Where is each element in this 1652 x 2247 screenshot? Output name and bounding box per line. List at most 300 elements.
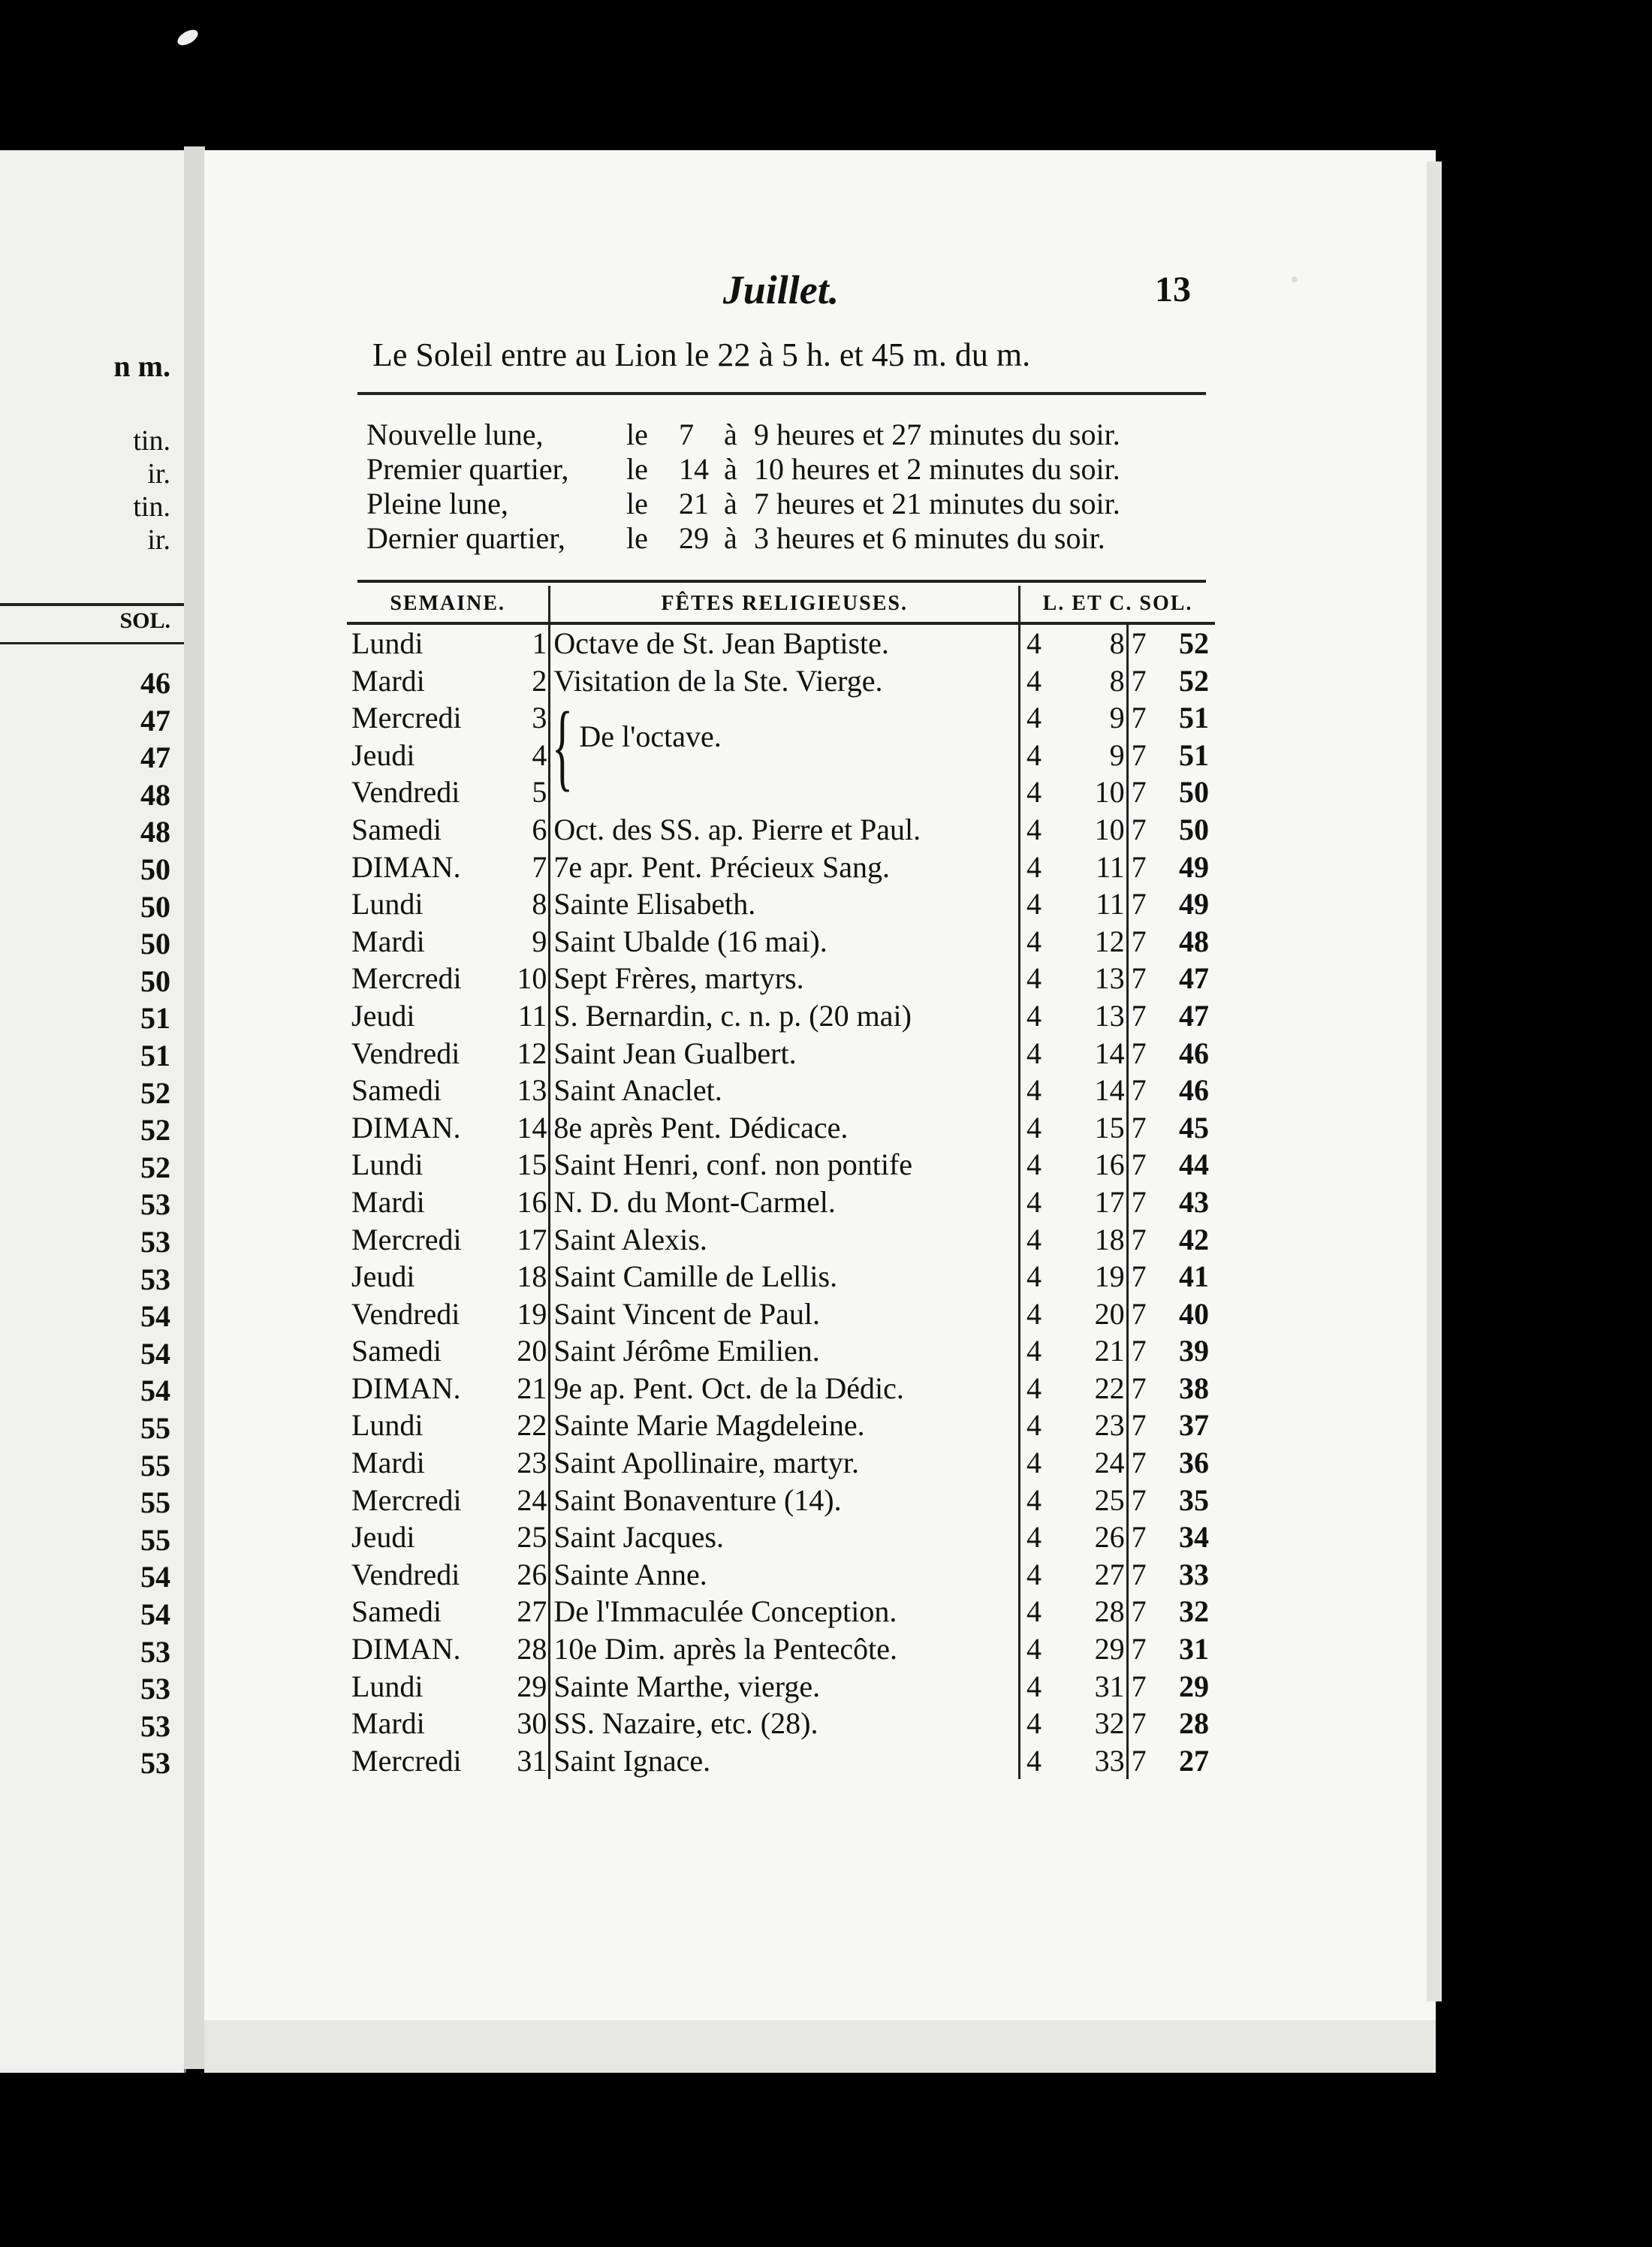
left-number: 53 <box>140 1746 170 1781</box>
left-fragment-text: tin. <box>133 491 170 523</box>
phase-name: Pleine lune, <box>366 487 508 520</box>
table-row <box>347 737 1215 774</box>
day-cell: 30 <box>509 1705 550 1742</box>
sunset-minute-cell: 27 <box>1179 1743 1209 1778</box>
sunset-minute-cell: 41 <box>1179 1259 1209 1294</box>
sunset-hour-cell: 7 <box>1131 1259 1147 1294</box>
day-cell: 31 <box>509 1742 550 1780</box>
sunset-hour-cell: 7 <box>1131 1520 1147 1555</box>
sunset-minute-cell: 51 <box>1179 701 1209 735</box>
sunset-minute-cell: 39 <box>1179 1334 1209 1368</box>
weekday-cell: Lundi <box>351 1669 424 1703</box>
feast-cell: Sept Frères, martyrs. <box>550 960 1020 997</box>
phase-name: Premier quartier, <box>366 452 569 486</box>
weekday-cell: Jeudi <box>351 1259 415 1294</box>
day-cell: 29 <box>509 1668 550 1706</box>
weekday-cell: Samedi <box>351 1073 442 1108</box>
sunset-minute-cell: 36 <box>1179 1446 1209 1480</box>
sunrise-minute-cell: 8 <box>1055 623 1127 662</box>
sunrise-minute-cell: 11 <box>1055 849 1127 886</box>
day-cell: 14 <box>509 1109 550 1147</box>
sunrise-minute-cell: 22 <box>1055 1370 1127 1407</box>
phase-le: le <box>626 487 648 520</box>
phase-a: à <box>724 418 737 451</box>
sunset-minute-cell: 52 <box>1179 663 1209 698</box>
table-header-row <box>347 586 1215 623</box>
sunset-minute-cell: 44 <box>1179 1148 1209 1182</box>
left-number: 50 <box>140 964 170 998</box>
weekday-cell: Mardi <box>351 924 425 958</box>
sunset-hour-cell: 7 <box>1131 626 1147 660</box>
sunrise-hour-cell: 4 <box>1026 737 1042 772</box>
moon-phase-row <box>366 452 1215 487</box>
sunrise-hour-cell: 4 <box>1026 812 1042 846</box>
sunrise-minute-cell: 25 <box>1055 1482 1127 1519</box>
sunset-hour-cell: 7 <box>1131 1706 1147 1741</box>
day-cell: 1 <box>509 623 550 662</box>
left-number: 51 <box>140 1001 170 1036</box>
table-row <box>347 1332 1215 1370</box>
sunset-minute-cell: 28 <box>1179 1706 1209 1741</box>
weekday-cell: Samedi <box>351 812 442 846</box>
sunrise-minute-cell: 11 <box>1055 885 1127 923</box>
phase-name: Dernier quartier, <box>366 521 565 555</box>
sunset-hour-cell: 7 <box>1131 701 1147 735</box>
left-number: 53 <box>140 1187 170 1222</box>
table-row <box>347 1742 1215 1780</box>
table-row <box>347 1035 1215 1072</box>
moon-phase-row <box>366 521 1215 556</box>
feast-cell: 8e après Pent. Dédicace. <box>550 1109 1020 1147</box>
left-number: 54 <box>140 1560 170 1594</box>
sunrise-minute-cell: 16 <box>1055 1146 1127 1184</box>
sunset-minute-cell: 35 <box>1179 1482 1209 1517</box>
sunrise-minute-cell: 32 <box>1055 1705 1127 1742</box>
feast-cell: Saint Jacques. <box>550 1519 1020 1556</box>
sunset-minute-cell: 52 <box>1179 626 1209 660</box>
rule <box>357 580 1206 583</box>
weekday-cell: Mercredi <box>351 1743 462 1778</box>
left-number: 55 <box>140 1522 170 1557</box>
moon-phase-row <box>366 487 1215 521</box>
left-number: 50 <box>140 889 170 924</box>
weekday-cell: Vendredi <box>351 1296 460 1331</box>
sunrise-hour-cell: 4 <box>1026 1669 1042 1703</box>
left-number: 54 <box>140 1336 170 1371</box>
day-cell: 17 <box>509 1221 550 1259</box>
left-number: 48 <box>140 777 170 812</box>
table-row <box>347 923 1215 961</box>
sunrise-minute-cell: 21 <box>1055 1332 1127 1370</box>
feast-cell: N. D. du Mont-Carmel. <box>550 1184 1020 1221</box>
sunset-minute-cell: 45 <box>1179 1110 1209 1145</box>
table-row <box>347 1295 1215 1333</box>
sunrise-hour-cell: 4 <box>1026 1446 1042 1480</box>
table-row <box>347 1146 1215 1184</box>
sunset-hour-cell: 7 <box>1131 1743 1147 1778</box>
sunset-hour-cell: 7 <box>1131 998 1147 1033</box>
sunrise-minute-cell: 10 <box>1055 811 1127 849</box>
weekday-cell: Vendredi <box>351 775 460 810</box>
table-row <box>347 662 1215 700</box>
table-row <box>347 960 1215 997</box>
left-number: 53 <box>140 1634 170 1669</box>
day-cell: 12 <box>509 1035 550 1072</box>
sunset-hour-cell: 7 <box>1131 961 1147 996</box>
table-row <box>347 1556 1215 1594</box>
day-cell: 11 <box>509 997 550 1035</box>
weekday-cell: Jeudi <box>351 1520 415 1555</box>
feast-cell: Saint Jean Gualbert. <box>550 1035 1020 1072</box>
sunrise-minute-cell: 15 <box>1055 1109 1127 1147</box>
left-number: 51 <box>140 1039 170 1072</box>
left-rule <box>0 642 184 644</box>
sunrise-hour-cell: 4 <box>1026 849 1042 884</box>
weekday-cell: DIMAN. <box>351 1632 461 1666</box>
left-number: 46 <box>140 666 170 700</box>
sunset-hour-cell: 7 <box>1131 1557 1147 1591</box>
header-sun: L. ET C. SOL. <box>1020 586 1215 623</box>
weekday-cell: Lundi <box>351 887 424 921</box>
sunset-hour-cell: 7 <box>1131 1073 1147 1108</box>
weekday-cell: Mardi <box>351 1446 425 1480</box>
phase-a: à <box>724 487 737 520</box>
sunrise-hour-cell: 4 <box>1026 1184 1042 1219</box>
day-cell: 24 <box>509 1482 550 1519</box>
phase-le: le <box>626 452 648 486</box>
sunrise-minute-cell: 18 <box>1055 1221 1127 1259</box>
day-cell: 21 <box>509 1370 550 1407</box>
left-number: 53 <box>140 1262 170 1296</box>
sunrise-minute-cell: 13 <box>1055 997 1127 1035</box>
table-row <box>347 1407 1215 1444</box>
feast-cell: Saint Jérôme Emilien. <box>550 1332 1020 1370</box>
sunset-hour-cell: 7 <box>1131 1036 1147 1070</box>
phase-day: 29 <box>679 521 709 555</box>
sunset-minute-cell: 46 <box>1179 1036 1209 1070</box>
day-cell: 18 <box>509 1258 550 1295</box>
sunrise-minute-cell: 8 <box>1055 662 1127 700</box>
phase-day: 14 <box>679 452 709 486</box>
table-row <box>347 1370 1215 1407</box>
phase-a: à <box>724 521 737 555</box>
sunset-hour-cell: 7 <box>1131 775 1147 810</box>
feast-cell: Saint Vincent de Paul. <box>550 1295 1020 1333</box>
table-row <box>347 623 1215 662</box>
day-cell: 2 <box>509 662 550 700</box>
sunrise-minute-cell: 14 <box>1055 1072 1127 1109</box>
day-cell: 10 <box>509 960 550 997</box>
sunrise-hour-cell: 4 <box>1026 924 1042 958</box>
table-row <box>347 885 1215 923</box>
sunset-hour-cell: 7 <box>1131 1408 1147 1443</box>
sunrise-hour-cell: 4 <box>1026 701 1042 735</box>
ink-speck <box>175 27 200 49</box>
sunset-hour-cell: 7 <box>1131 1110 1147 1145</box>
feast-cell <box>550 692 1020 801</box>
sunrise-hour-cell: 4 <box>1026 1706 1042 1741</box>
sunrise-hour-cell: 4 <box>1026 1036 1042 1070</box>
day-cell: 20 <box>509 1332 550 1370</box>
weekday-cell: Lundi <box>351 626 424 660</box>
feast-cell: Visitation de la Ste. Vierge. <box>550 662 1020 700</box>
sunset-minute-cell: 34 <box>1179 1520 1209 1555</box>
sunset-hour-cell: 7 <box>1131 849 1147 884</box>
phase-day: 21 <box>679 487 709 520</box>
sunrise-hour-cell: 4 <box>1026 998 1042 1033</box>
feast-cell: Saint Alexis. <box>550 1221 1020 1259</box>
calendar-table <box>347 586 1215 1779</box>
left-number: 48 <box>140 815 170 849</box>
weekday-cell: Lundi <box>351 1408 424 1443</box>
sunrise-minute-cell: 17 <box>1055 1184 1127 1221</box>
left-rule <box>0 603 184 606</box>
feast-cell: Sainte Elisabeth. <box>550 885 1020 923</box>
sunset-minute-cell: 38 <box>1179 1371 1209 1405</box>
feast-cell: Octave de St. Jean Baptiste. <box>550 623 1020 662</box>
phase-day: 7 <box>679 418 694 451</box>
left-number: 54 <box>140 1374 170 1408</box>
sunrise-hour-cell: 4 <box>1026 663 1042 698</box>
sunset-hour-cell: 7 <box>1131 887 1147 921</box>
moon-phase-row <box>366 418 1215 452</box>
sunset-hour-cell: 7 <box>1131 1184 1147 1219</box>
day-cell: 23 <box>509 1444 550 1482</box>
sunset-minute-cell: 46 <box>1179 1073 1209 1108</box>
sunrise-minute-cell: 23 <box>1055 1407 1127 1444</box>
day-cell: 6 <box>509 811 550 849</box>
sunset-hour-cell: 7 <box>1131 1669 1147 1703</box>
phase-a: à <box>724 452 737 486</box>
sunrise-hour-cell: 4 <box>1026 1073 1042 1108</box>
table-row <box>347 1444 1215 1482</box>
page-edge <box>1427 161 1442 2001</box>
sun-entry-line: Le Soleil entre au Lion le 22 à 5 h. et 45 m. du m. <box>372 336 1031 373</box>
weekday-cell: DIMAN. <box>351 1110 461 1145</box>
feast-cell: De l'Immaculée Conception. <box>550 1593 1020 1630</box>
sunset-hour-cell: 7 <box>1131 1222 1147 1256</box>
left-number: 52 <box>140 1113 170 1148</box>
sunrise-hour-cell: 4 <box>1026 961 1042 996</box>
sunset-hour-cell: 7 <box>1131 663 1147 698</box>
sunrise-minute-cell: 10 <box>1055 774 1127 811</box>
left-number: 47 <box>140 703 170 737</box>
left-fragment-text: ir. <box>147 458 170 490</box>
table-row <box>347 1072 1215 1109</box>
feast-cell: Saint Henri, conf. non pontife <box>550 1146 1020 1184</box>
day-cell: 7 <box>509 849 550 886</box>
header-week: SEMAINE. <box>347 586 550 623</box>
sunset-hour-cell: 7 <box>1131 1334 1147 1368</box>
sunset-minute-cell: 50 <box>1179 775 1209 810</box>
sunrise-minute-cell: 9 <box>1055 699 1127 737</box>
weekday-cell: Mercredi <box>351 701 462 735</box>
table-row <box>347 1109 1215 1147</box>
weekday-cell: Samedi <box>351 1334 442 1368</box>
sunrise-minute-cell: 28 <box>1055 1593 1127 1630</box>
sunrise-hour-cell: 4 <box>1026 1557 1042 1591</box>
sunrise-hour-cell: 4 <box>1026 775 1042 810</box>
book-gutter <box>184 146 205 2069</box>
table-row <box>347 849 1215 886</box>
left-number: 52 <box>140 1075 170 1110</box>
sunset-minute-cell: 31 <box>1179 1632 1209 1666</box>
sunset-minute-cell: 33 <box>1179 1557 1209 1591</box>
left-number: 53 <box>140 1709 170 1743</box>
feast-cell: Saint Bonaventure (14). <box>550 1482 1020 1519</box>
table-row <box>347 1184 1215 1221</box>
day-cell: 13 <box>509 1072 550 1109</box>
day-cell: 8 <box>509 885 550 923</box>
phase-name: Nouvelle lune, <box>366 418 544 451</box>
sunrise-hour-cell: 4 <box>1026 887 1042 921</box>
weekday-cell: Mardi <box>351 663 425 698</box>
weekday-cell: Samedi <box>351 1594 442 1629</box>
day-cell: 5 <box>509 774 550 811</box>
feast-cell: Saint Ubalde (16 mai). <box>550 923 1020 961</box>
day-cell: 3 <box>509 699 550 737</box>
sunrise-minute-cell: 9 <box>1055 737 1127 774</box>
table-row <box>347 1482 1215 1519</box>
table-row <box>347 774 1215 811</box>
sunrise-hour-cell: 4 <box>1026 1110 1042 1145</box>
left-fragment-text: n m. <box>113 349 170 383</box>
sunrise-minute-cell: 20 <box>1055 1295 1127 1333</box>
feast-cell: 7e apr. Pent. Précieux Sang. <box>550 849 1020 886</box>
month-title: Juillet. <box>722 267 840 312</box>
sunrise-minute-cell: 31 <box>1055 1668 1127 1706</box>
weekday-cell: Mercredi <box>351 961 462 996</box>
feast-cell: Saint Ignace. <box>550 1742 1020 1780</box>
feast-cell: Saint Camille de Lellis. <box>550 1258 1020 1295</box>
table-row <box>347 1630 1215 1668</box>
phase-time: 7 heures et 21 minutes du soir. <box>754 487 1120 520</box>
left-number: 52 <box>140 1150 170 1184</box>
table-row <box>347 1668 1215 1706</box>
sunset-hour-cell: 7 <box>1131 1482 1147 1517</box>
feast-cell: S. Bernardin, c. n. p. (20 mai) <box>550 997 1020 1035</box>
sunset-minute-cell: 32 <box>1179 1594 1209 1629</box>
sunset-hour-cell: 7 <box>1131 1296 1147 1331</box>
ink-dot <box>1292 276 1298 282</box>
left-fragment-text: ir. <box>147 524 170 556</box>
sunrise-hour-cell: 4 <box>1026 1334 1042 1368</box>
sunrise-minute-cell: 19 <box>1055 1258 1127 1295</box>
day-cell: 19 <box>509 1295 550 1333</box>
sunrise-hour-cell: 4 <box>1026 1743 1042 1778</box>
table-row <box>347 811 1215 849</box>
day-cell: 9 <box>509 923 550 961</box>
day-cell: 16 <box>509 1184 550 1221</box>
sunrise-hour-cell: 4 <box>1026 1482 1042 1517</box>
sunset-minute-cell: 29 <box>1179 1669 1209 1703</box>
sunrise-hour-cell: 4 <box>1026 1296 1042 1331</box>
sunrise-hour-cell: 4 <box>1026 1408 1042 1443</box>
sunrise-hour-cell: 4 <box>1026 1594 1042 1629</box>
sunset-minute-cell: 49 <box>1179 887 1209 921</box>
calendar-body <box>347 623 1215 1779</box>
feast-cell: SS. Nazaire, etc. (28). <box>550 1705 1020 1742</box>
weekday-cell: DIMAN. <box>351 849 461 884</box>
feast-cell: Sainte Marthe, vierge. <box>550 1668 1020 1706</box>
feast-cell: Oct. des SS. ap. Pierre et Paul. <box>550 811 1020 849</box>
table-row <box>347 1519 1215 1556</box>
day-cell: 25 <box>509 1519 550 1556</box>
sunset-hour-cell: 7 <box>1131 1371 1147 1405</box>
phase-le: le <box>626 418 648 451</box>
sunrise-minute-cell: 33 <box>1055 1742 1127 1780</box>
phase-time: 3 heures et 6 minutes du soir. <box>754 521 1105 555</box>
left-number: 50 <box>140 852 170 886</box>
day-cell: 26 <box>509 1556 550 1594</box>
sunrise-minute-cell: 14 <box>1055 1035 1127 1072</box>
brace-icon: { <box>552 692 574 801</box>
left-number: 55 <box>140 1411 170 1445</box>
left-page-fragment <box>0 150 186 2073</box>
sunset-minute-cell: 50 <box>1179 812 1209 846</box>
sunset-hour-cell: 7 <box>1131 924 1147 958</box>
weekday-cell: Mercredi <box>351 1222 462 1256</box>
feast-cell: Sainte Marie Magdeleine. <box>550 1407 1020 1444</box>
sunrise-hour-cell: 4 <box>1026 1632 1042 1666</box>
day-cell: 4 <box>509 737 550 774</box>
sunrise-hour-cell: 4 <box>1026 1222 1042 1256</box>
feast-cell: Sainte Anne. <box>550 1556 1020 1594</box>
phase-time: 10 heures et 2 minutes du soir. <box>754 452 1120 486</box>
weekday-cell: DIMAN. <box>351 1371 461 1405</box>
rule <box>357 392 1206 395</box>
table-row <box>347 1258 1215 1295</box>
sunset-hour-cell: 7 <box>1131 1594 1147 1629</box>
sunset-minute-cell: 43 <box>1179 1184 1209 1219</box>
sunrise-minute-cell: 27 <box>1055 1556 1127 1594</box>
left-fragment-text: tin. <box>133 425 170 457</box>
weekday-cell: Lundi <box>351 1148 424 1182</box>
sunset-hour-cell: 7 <box>1131 737 1147 772</box>
day-cell: 28 <box>509 1630 550 1668</box>
table-row <box>347 699 1215 737</box>
day-cell: 15 <box>509 1146 550 1184</box>
sunrise-minute-cell: 29 <box>1055 1630 1127 1668</box>
sunset-minute-cell: 40 <box>1179 1296 1209 1331</box>
table-row <box>347 1221 1215 1259</box>
sunset-minute-cell: 47 <box>1179 998 1209 1033</box>
sunset-minute-cell: 51 <box>1179 737 1209 772</box>
sunrise-minute-cell: 24 <box>1055 1444 1127 1482</box>
header-fetes: FÊTES RELIGIEUSES. <box>550 586 1020 623</box>
weekday-cell: Mardi <box>351 1706 425 1741</box>
sunrise-hour-cell: 4 <box>1026 1371 1042 1405</box>
sunrise-minute-cell: 12 <box>1055 923 1127 961</box>
sunrise-minute-cell: 13 <box>1055 960 1127 997</box>
left-number: 53 <box>140 1225 170 1259</box>
feast-cell: Saint Anaclet. <box>550 1072 1020 1109</box>
feast-cell <box>550 774 1020 811</box>
octave-label: De l'octave. <box>579 719 722 753</box>
page-number: 13 <box>1155 270 1191 309</box>
left-number: 55 <box>140 1448 170 1482</box>
weekday-cell: Mercredi <box>351 1482 462 1517</box>
table-row <box>347 1705 1215 1742</box>
page-edge-bottom <box>204 2020 1436 2073</box>
sunset-minute-cell: 47 <box>1179 961 1209 996</box>
sunset-minute-cell: 48 <box>1179 924 1209 958</box>
sunset-hour-cell: 7 <box>1131 1446 1147 1480</box>
table-row <box>347 1593 1215 1630</box>
left-fragment-header: SOL. <box>119 608 170 633</box>
sunset-hour-cell: 7 <box>1131 1632 1147 1666</box>
sunrise-minute-cell: 26 <box>1055 1519 1127 1556</box>
